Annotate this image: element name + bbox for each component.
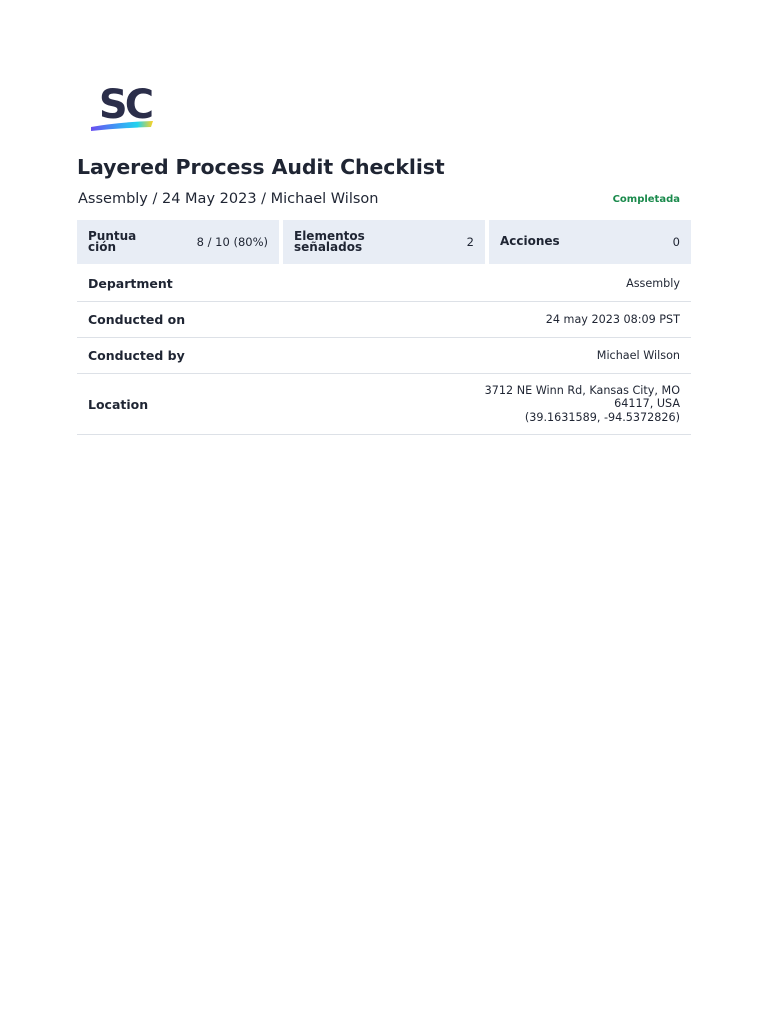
- location-label: Location: [88, 396, 149, 412]
- location-address-line-2: 64117, USA: [614, 397, 680, 411]
- svg-text:SC: SC: [98, 84, 152, 128]
- detail-row-location: [77, 374, 691, 435]
- score-label: Puntuación: [88, 228, 137, 254]
- actions-cell: [489, 220, 691, 264]
- location-address-line-1: 3712 NE Winn Rd, Kansas City, MO: [484, 384, 680, 398]
- actions-value: 0: [672, 235, 680, 249]
- sc-logo: [89, 84, 161, 134]
- summary-bar: [77, 220, 691, 264]
- flagged-items-cell: [283, 220, 485, 264]
- flagged-items-label: Elementos señalados: [294, 228, 365, 254]
- page-subtitle: Assembly / 24 May 2023 / Michael Wilson: [78, 191, 379, 207]
- conducted-on-label: Conducted on: [88, 312, 186, 327]
- department-value: Assembly: [626, 276, 680, 290]
- score-value: 8 / 10 (80%): [196, 235, 268, 249]
- flagged-items-value: 2: [466, 235, 474, 249]
- detail-row-conducted-by: [77, 338, 691, 374]
- conducted-by-label: Conducted by: [88, 348, 185, 363]
- detail-row-department: [77, 266, 691, 302]
- score-cell: [77, 220, 279, 264]
- department-label: Department: [88, 276, 173, 291]
- details-table: [77, 266, 691, 435]
- status-badge: Completada: [612, 194, 680, 205]
- location-value: [485, 384, 680, 424]
- actions-label: Acciones: [500, 234, 560, 249]
- conducted-on-value: 24 may 2023 08:09 PST: [545, 312, 680, 326]
- conducted-by-value: Michael Wilson: [596, 348, 680, 362]
- location-coordinates: (39.1631589, -94.5372826): [524, 410, 680, 424]
- detail-row-conducted-on: [77, 302, 691, 338]
- page-title: Layered Process Audit Checklist: [77, 155, 445, 179]
